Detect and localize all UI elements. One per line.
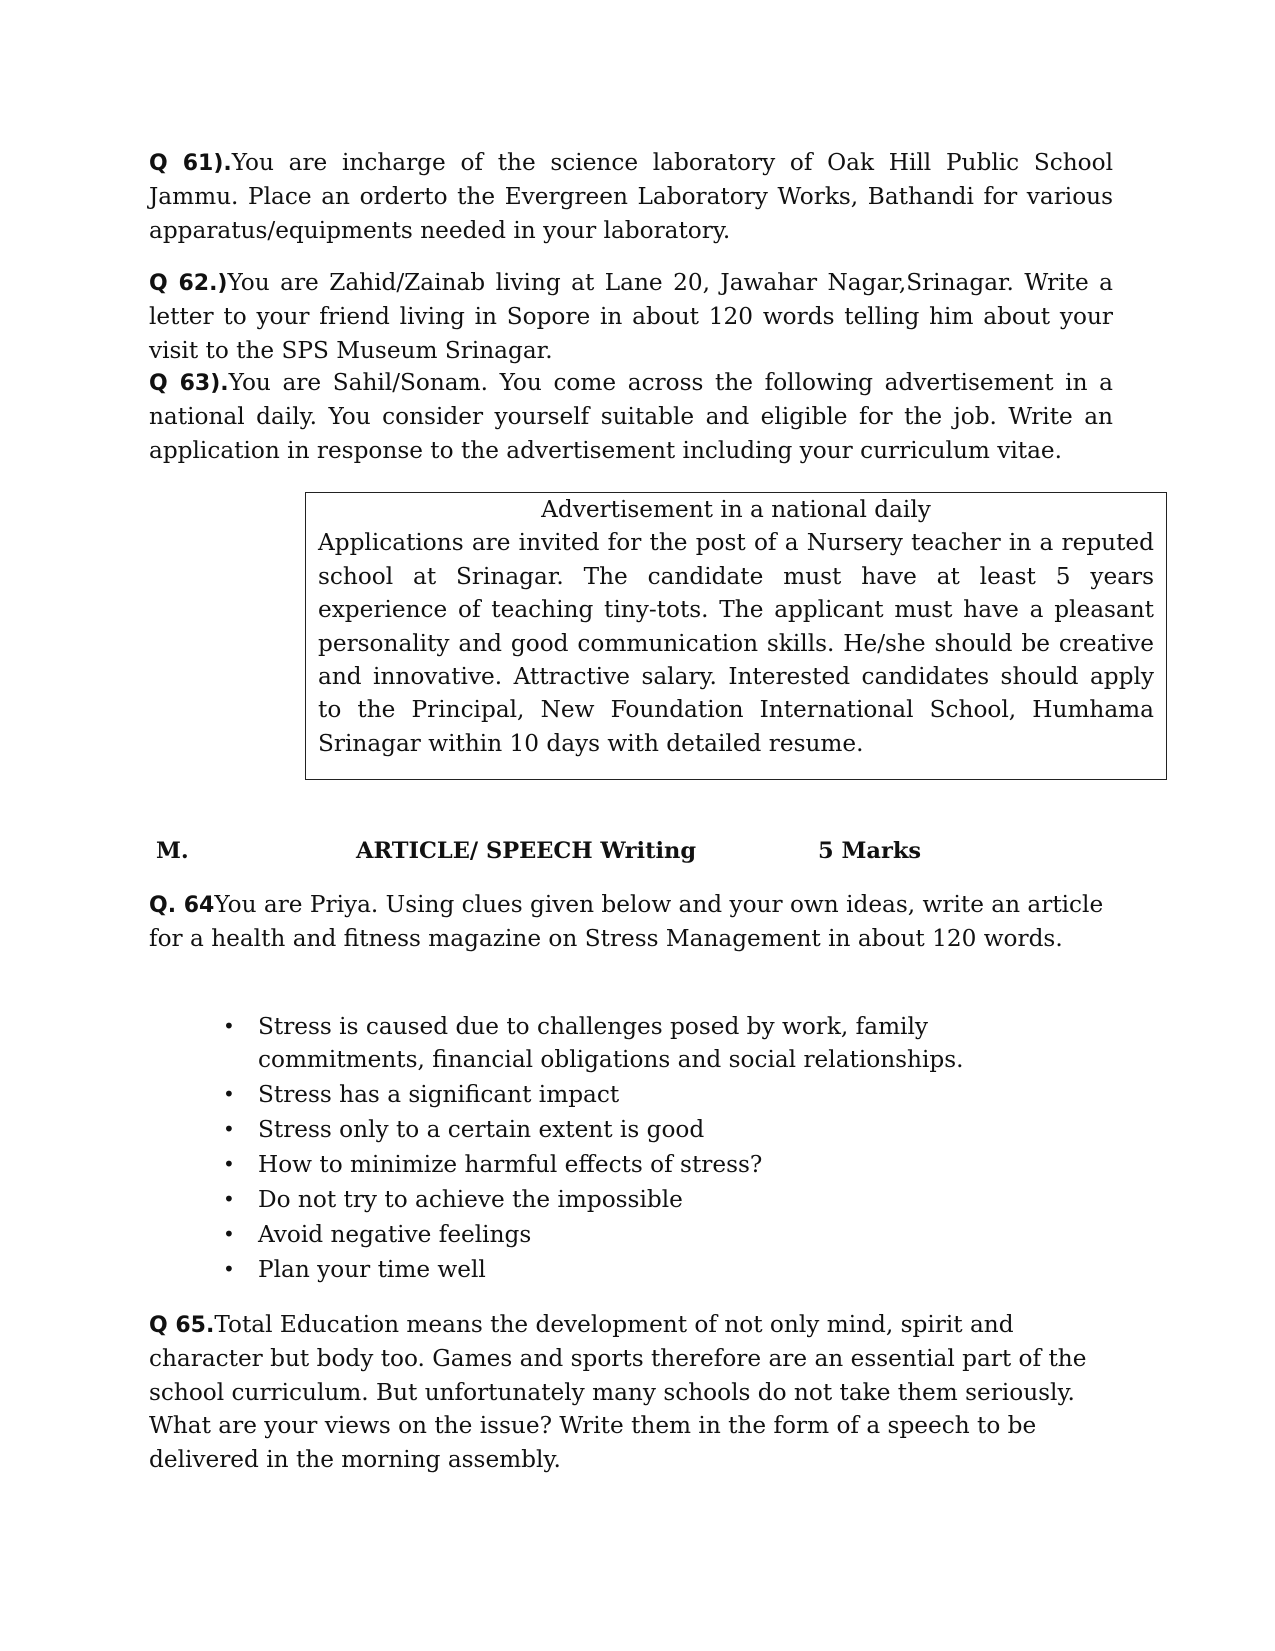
section-letter: M. [156,838,189,864]
question-62 [149,266,1113,367]
question-65 [149,1308,1113,1476]
section-title: ARTICLE/ SPEECH Writing [356,838,697,864]
clue-item: • Stress has a significant impact [258,1078,1078,1111]
question-63-text: You are Sahil/Sonam. You come across the following advertisement in a national daily. You consider yourself suitable and eligible for the job. Write an application in response to the advertisement including your curriculum vitae. [149,369,1113,464]
section-heading [0,834,1275,868]
advertisement-box [305,492,1167,780]
question-64-label: Q. 64 [149,893,215,918]
clue-item: • Stress only to a certain extent is good [258,1113,1078,1146]
clue-item: • Stress is caused due to challenges posed by work, family commitments, financial obligations and social relationships. [258,1010,1078,1076]
advertisement-title: Advertisement in a national daily [541,496,931,523]
clue-item: • Avoid negative feelings [258,1218,1078,1251]
question-61 [149,146,1113,247]
clue-item: • Do not try to achieve the impossible [258,1183,1078,1216]
advertisement-body: Applications are invited for the post of a Nursery teacher in a reputed school at Srinagar. The candidate must have at least 5 years experience of teaching tiny-tots. The applicant must have a pleasant personality and good communication skills. He/she should be creative and innovative. Attractive salary. Interested candidates should apply to the Principal, New Foundation International School, Humhama Srinagar within 10 days with detailed resume. [318,529,1154,757]
clue-item: • Plan your time well [258,1253,1078,1286]
question-62-label: Q 62.) [149,271,228,296]
question-64-text: You are Priya. Using clues given below and your own ideas, write an article for a health and fitness magazine on Stress Management in about 120 words. [149,891,1104,953]
clue-item: • How to minimize harmful effects of stress? [258,1148,1078,1181]
clue-list [258,1010,1078,1288]
question-63 [149,366,1113,467]
question-65-label: Q 65. [149,1313,215,1338]
section-marks: 5 Marks [818,838,922,864]
question-64 [149,888,1113,956]
question-63-label: Q 63). [149,371,229,396]
question-61-label: Q 61). [149,151,232,176]
question-65-text: Total Education means the development of not only mind, spirit and character but body too. Games and sports therefore are an essential part of the school curriculum. But unfortunately many schools do not take them seriously. What are your views on the issue? Write them in the form of a speech to be delivered in the morning assembly. [149,1311,1087,1473]
question-61-text: You are incharge of the science laboratory of Oak Hill Public School Jammu. Place an orderto the Evergreen Laboratory Works, Bathandi for various apparatus/equipments needed in your laboratory. [149,149,1113,244]
question-62-text: You are Zahid/Zainab living at Lane 20, Jawahar Nagar,Srinagar. Write a letter to your friend living in Sopore in about 120 words telling him about your visit to the SPS Museum Srinagar. [149,269,1113,364]
